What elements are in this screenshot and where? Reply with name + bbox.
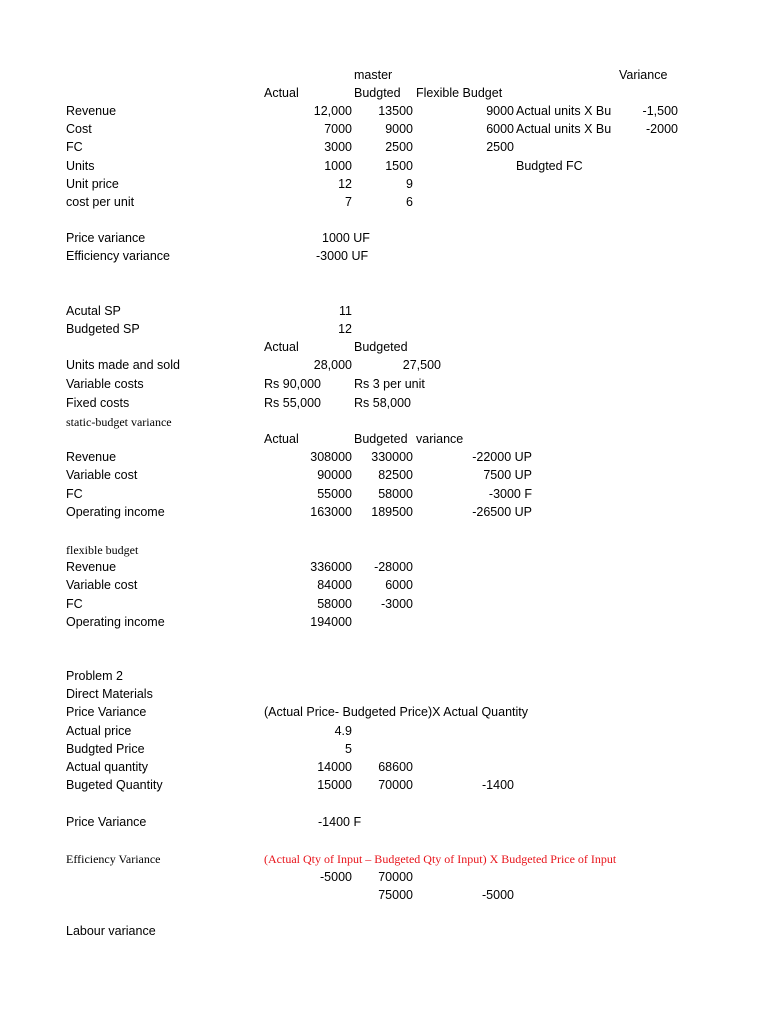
row-label: Fixed costs [66,396,130,410]
eff-cell: -5000 [482,888,514,902]
row-label: Revenue [66,104,117,118]
cell-budgeted: 2500 [385,140,413,154]
cell-budgeted: 6 [406,195,413,209]
static-budget-title: static-budget variance [66,415,172,429]
cell-c2: 68600 [378,760,413,774]
cell-actual: 1000 [324,159,352,173]
cell-c3: -1400 [482,778,514,792]
cell-variance: -26500 UP [472,505,532,519]
price-variance-formula: (Actual Price- Budgeted Price)X Actual Quantity [264,705,529,719]
direct-materials-label: Direct Materials [66,687,153,701]
cell-budgeted: 13500 [378,104,413,118]
problem2-title: Problem 2 [66,669,123,683]
cell-budgeted: 1500 [385,159,413,173]
header-variance: variance [416,432,464,446]
cell-value: 194000 [310,615,352,629]
eff-cell: -5000 [320,870,352,884]
cell-actual: 90000 [317,468,352,482]
cell-budgeted: 330000 [371,450,413,464]
cell-actual: 7000 [324,122,352,136]
row-label: Variable cost [66,578,138,592]
cell-flex: 9000 [486,104,514,118]
cell-variance: -28000 [374,560,413,574]
header-actual: Actual [264,432,299,446]
cell-budgeted: 27,500 [402,358,441,372]
cell-budgeted: 9000 [385,122,413,136]
row-label: Bugeted Quantity [66,778,163,792]
header-flexible-budget: Flexible Budget [416,86,503,100]
cell-flex: 2500 [486,140,514,154]
header-actual: Actual [264,86,299,100]
header-budgeted: Budgeted [354,432,408,446]
cell-actual: 7 [345,195,352,209]
price-variance-label: Price Variance [66,705,147,719]
cell-actual: Rs 90,000 [264,377,321,391]
row-label: Operating income [66,505,165,519]
row-label: FC [66,140,83,154]
cell-value: 84000 [317,578,352,592]
cell-budgeted: 58000 [378,487,413,501]
cell-c1: 4.9 [334,724,352,738]
cell-actual: 308000 [310,450,352,464]
cell-c2: 70000 [378,778,413,792]
cell-c1: 14000 [317,760,352,774]
cell-c1: 15000 [317,778,352,792]
cell-budgeted: 189500 [371,505,413,519]
row-label: cost per unit [66,195,135,209]
row-label: Revenue [66,450,117,464]
price-variance-value: 1000 UF [322,231,370,245]
cell-c1: 5 [345,742,352,756]
cell-variance: -2000 [646,122,678,136]
cell-flex: 6000 [486,122,514,136]
cell-variance: 7500 UP [483,468,532,482]
cell-note: Actual units X Bu [516,104,612,118]
cell-actual: 28,000 [313,358,352,372]
header-budgeted: Budgeted [354,340,408,354]
price-variance-label: Price variance [66,231,146,245]
header-budgted: Budgted [354,86,401,100]
eff-cell: 70000 [378,870,413,884]
row-label: FC [66,597,83,611]
cell-budgeted: 9 [406,177,413,191]
cell-actual: 12,000 [313,104,352,118]
row-label: Operating income [66,615,165,629]
row-label: FC [66,487,83,501]
cell-actual: 3000 [324,140,352,154]
budgeted-sp-value: 12 [338,322,352,336]
cell-variance: -22000 UP [472,450,532,464]
cell-variance: -3000 F [488,487,532,501]
row-label: Revenue [66,560,117,574]
row-label: Budgted Price [66,742,145,756]
cell-value: 336000 [310,560,352,574]
cell-note: Actual units X Bu [516,122,612,136]
cell-actual: 55000 [317,487,352,501]
cell-variance: -1,500 [642,104,678,118]
row-label: Actual quantity [66,760,148,774]
header-actual: Actual [264,340,299,354]
efficiency-variance-formula: (Actual Qty of Input – Budgeted Qty of Input) X Budgeted Price of Input [264,852,617,866]
cell-budgeted: 82500 [378,468,413,482]
cell-note: Budgted FC [516,159,583,173]
flexible-budget-title: flexible budget [66,543,139,557]
row-label: Units [66,159,95,173]
cell-actual: 163000 [310,505,352,519]
cell-variance: -3000 [381,597,413,611]
cell-value: 58000 [317,597,352,611]
efficiency-variance-value: -3000 UF [316,249,369,263]
row-label: Variable cost [66,468,138,482]
header-master: master [354,68,393,82]
actual-sp-label: Acutal SP [66,304,121,318]
row-label: Unit price [66,177,119,191]
eff-cell: 75000 [378,888,413,902]
cell-variance: 6000 [385,578,413,592]
price-variance-result: -1400 F [318,815,362,829]
cell-budgeted: Rs 58,000 [354,396,411,410]
budgeted-sp-label: Budgeted SP [66,322,140,336]
cell-actual: 12 [338,177,352,191]
actual-sp-value: 11 [339,304,352,318]
labour-variance-label: Labour variance [66,924,156,938]
cell-actual: Rs 55,000 [264,396,321,410]
row-label: Units made and sold [66,358,180,372]
header-variance: Variance [619,68,668,82]
efficiency-variance-label: Efficiency variance [66,249,170,263]
row-label: Actual price [66,724,132,738]
cell-budgeted: Rs 3 per unit [354,377,425,391]
efficiency-variance-label: Efficiency Variance [66,852,161,866]
row-label: Cost [66,122,92,136]
row-label: Variable costs [66,377,144,391]
price-variance-result-label: Price Variance [66,815,147,829]
